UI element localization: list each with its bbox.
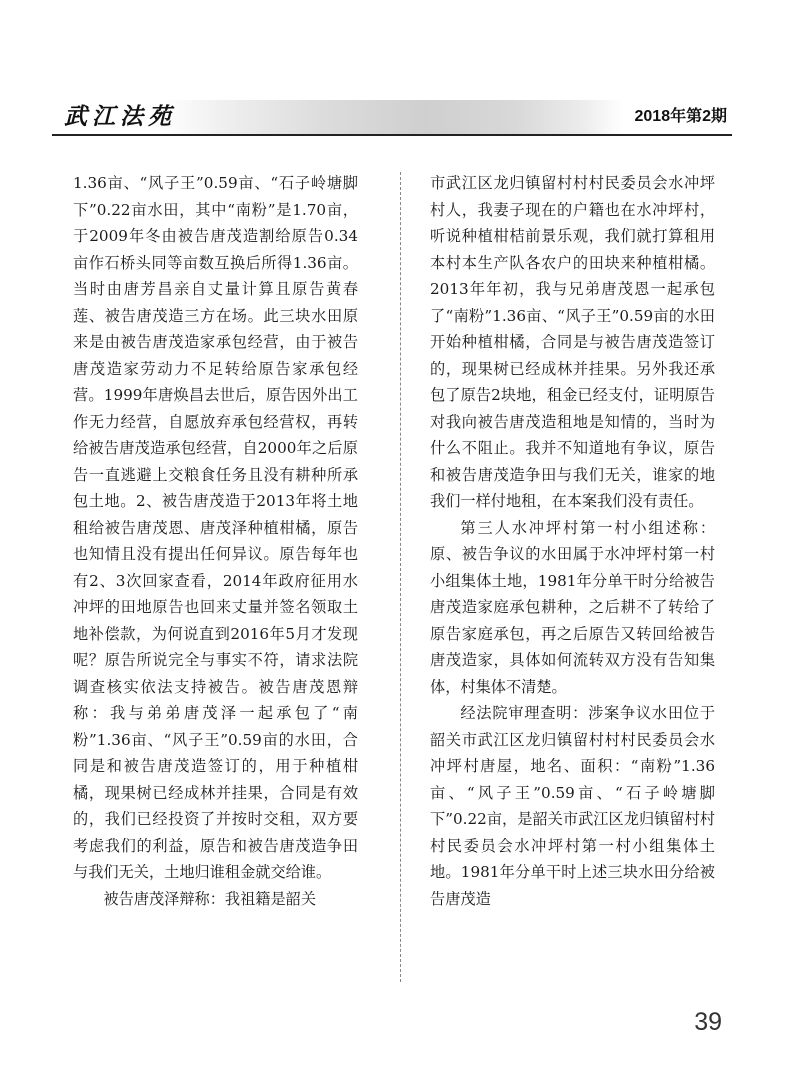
masthead: 武江法苑	[64, 103, 176, 130]
paragraph: 被告唐茂泽辩称：我祖籍是韶关	[103, 889, 317, 908]
column-divider	[400, 172, 401, 982]
left-column	[73, 170, 358, 912]
issue-label: 2018年第2期	[634, 108, 727, 125]
right-column	[430, 170, 715, 912]
page-number: 39	[694, 1008, 722, 1036]
paragraph: 经法院审理查明：涉案争议水田位于韶关市武江区龙归镇留村村村民委员会水冲坪村唐屋，地名、面积：“南粉”1.36亩、“风子王”0.59亩、“石子岭塘脚下”0.22亩，是韶关市武江区龙归镇留村村村民委员会水冲坪村第一村小组集体土地。1981年分单干时上述三块水田分给被告唐茂造	[430, 704, 715, 908]
paragraph: 市武江区龙归镇留村村村民委员会水冲坪村人，我妻子现在的户籍也在水冲坪村，听说种植柑桔前景乐观，我们就打算租用本村本生产队各农户的田块来种植柑橘。2013年年初，我与兄弟唐茂恩一起承包了“南粉”1.36亩、“风子王”0.59亩的水田开始种植柑橘，合同是与被告唐茂造签订的，现果树已经成林并挂果。另外我还承包了原告2块地，租金已经支付，证明原告对我向被告唐茂造租地是知情的，当时为什么不阻止。我并不知道地有争议，原告和被告唐茂造争田与我们无关，谁家的地我们一样付地租，在本案我们没有责任。	[430, 174, 715, 510]
paragraph: 1.36亩、“风子王”0.59亩、“石子岭塘脚下”0.22亩水田，其中“南粉”是1.70亩，于2009年冬由被告唐茂造割给原告0.34亩作石桥头同等亩数互换后所得1.36亩。当时由唐芳昌亲自丈量计算且原告黄春莲、被告唐茂造三方在场。此三块水田原来是由被告唐茂造家承包经营，由于被告唐茂造家劳动力不足转给原告家承包经营。1999年唐焕昌去世后，原告因外出工作无力经营，自愿放弃承包经营权，再转给被告唐茂造承包经营，自2000年之后原告一直逃避上交粮食任务且没有耕种所承包土地。2、被告唐茂造于2013年将土地租给被告唐茂恩、唐茂泽种植柑橘，原告也知情且没有提出任何异议。原告每年也有2、3次回家查看，2014年政府征用水冲坪的田地原告也回来丈量并签名领取土地补偿款，为何说直到2016年5月才发现呢？原告所说完全与事实不符，请求法院调查核实依法支持被告。被告唐茂恩辩称：我与弟弟唐茂泽一起承包了“南粉”1.36亩、“风子王”0.59亩的水田，合同是和被告唐茂造签订的，用于种植柑橘，现果树已经成林并挂果，合同是有效的，我们已经投资了并按时交租，双方要考虑我们的利益，原告和被告唐茂造争田与我们无关，土地归谁租金就交给谁。	[73, 174, 358, 881]
paragraph: 第三人水冲坪村第一村小组述称：原、被告争议的水田属于水冲坪村第一村小组集体土地，1981年分单干时分给被告唐茂造家庭承包耕种，之后耕不了转给了原告家庭承包，再之后原告又转回给被告唐茂造家，具体如何流转双方没有告知集体，村集体不清楚。	[430, 518, 715, 696]
header-rule	[52, 134, 732, 136]
